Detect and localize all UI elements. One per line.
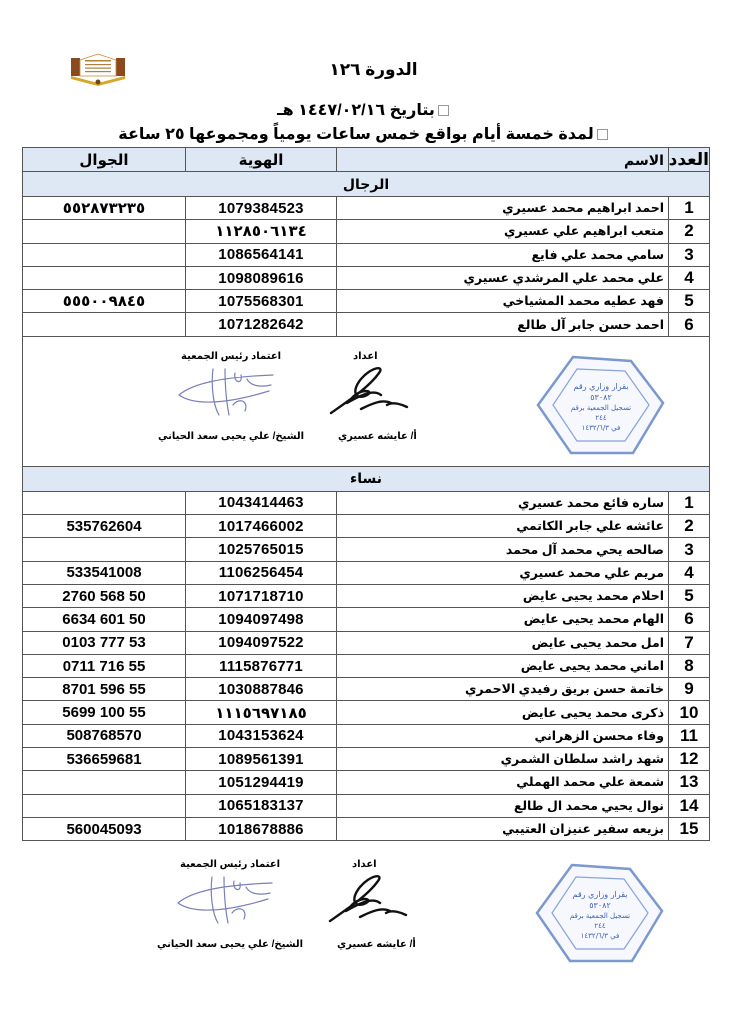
row-name: ذكرى محمد يحيى عايض: [337, 701, 669, 724]
row-mobile: 50 601 6634: [23, 608, 186, 631]
row-id: 1025765015: [186, 538, 337, 561]
table-row: [23, 266, 710, 289]
signature-prepared-icon: [320, 873, 410, 934]
row-number: 7: [669, 631, 710, 654]
row-name: صالحه يحي محمد آل محمد: [337, 538, 669, 561]
association-stamp: [533, 353, 668, 461]
row-number: 8: [669, 654, 710, 677]
approved-name-text: الشيخ/ علي يحيى سعد الحياني: [157, 939, 304, 950]
row-number: 3: [669, 538, 710, 561]
row-id: 1094097498: [186, 608, 337, 631]
table-row: [23, 515, 710, 538]
row-name: علي محمد علي المرشدي عسيري: [337, 266, 669, 289]
table-row: [23, 538, 710, 561]
prepared-name: [337, 939, 416, 950]
table-row: [23, 608, 710, 631]
row-mobile: [23, 313, 186, 336]
table-row: [23, 197, 710, 220]
row-number: 3: [669, 243, 710, 266]
table-row: [23, 817, 710, 840]
row-name: ساره فائع محمد عسيري: [337, 491, 669, 514]
table-row: [23, 561, 710, 584]
checkbox-icon: [597, 129, 608, 140]
row-mobile: [23, 771, 186, 794]
table-row: [23, 220, 710, 243]
row-mobile: 535762604: [23, 515, 186, 538]
stamp-text: ٢٤٤: [595, 413, 607, 422]
row-id: 1079384523: [186, 197, 337, 220]
row-mobile: [23, 794, 186, 817]
table-row: [23, 654, 710, 677]
row-name: شهد راشد سلطان الشمري: [337, 748, 669, 771]
row-mobile: 536659681: [23, 748, 186, 771]
table-row: [23, 701, 710, 724]
checkbox-icon: [438, 105, 449, 116]
row-mobile: 533541008: [23, 561, 186, 584]
row-name: احمد ابراهيم محمد عسيري: [337, 197, 669, 220]
approved-label-text: اعتماد رئيس الجمعية: [181, 350, 282, 362]
approved-label: [180, 859, 280, 870]
table-row: [23, 631, 710, 654]
row-mobile: ٥٥٥٠٠٩٨٤٥: [23, 290, 186, 313]
row-id: 1089561391: [186, 748, 337, 771]
table-row: [23, 584, 710, 607]
prepared-label: [353, 351, 378, 362]
attendees-table: [22, 147, 710, 841]
prepared-label-text: اعداد: [352, 859, 377, 870]
row-number: 1: [669, 491, 710, 514]
row-number: 15: [669, 817, 710, 840]
row-mobile: 508768570: [23, 724, 186, 747]
row-id: 1051294419: [186, 771, 337, 794]
section-women: [23, 466, 710, 491]
row-number: 2: [669, 220, 710, 243]
approved-name-text: الشيخ/ علي يحيى سعد الحياني: [158, 430, 305, 442]
row-id: ١١٢٨٥٠٦١٣٤: [186, 220, 337, 243]
col-header-name: الاسم: [337, 148, 669, 172]
row-id: 1071718710: [186, 584, 337, 607]
row-id: 1098089616: [186, 266, 337, 289]
row-name: بزيعه سفير عنيزان العتيبي: [337, 817, 669, 840]
table-row: [23, 771, 710, 794]
row-number: 5: [669, 290, 710, 313]
section-title-women: نساء: [23, 466, 710, 491]
signature-prepared-icon: [321, 365, 411, 424]
row-number: 6: [669, 608, 710, 631]
col-header-mobile: الجوال: [23, 148, 186, 172]
duration-line: [0, 124, 729, 144]
row-id: 1094097522: [186, 631, 337, 654]
row-mobile: [23, 491, 186, 514]
signature-approved-icon: [172, 873, 282, 934]
row-number: 11: [669, 724, 710, 747]
row-id: 1017466002: [186, 515, 337, 538]
row-name: الهام محمد يحيى عايض: [337, 608, 669, 631]
row-mobile: 55 596 8701: [23, 678, 186, 701]
row-name: شمعة علي محمد الهملي: [337, 771, 669, 794]
signature-cell: [23, 336, 710, 466]
row-number: 13: [669, 771, 710, 794]
association-stamp: [532, 861, 667, 971]
row-id: 1043414463: [186, 491, 337, 514]
row-name: اماني محمد يحيى عايض: [337, 654, 669, 677]
table-row: [23, 491, 710, 514]
row-number: 4: [669, 561, 710, 584]
row-number: 14: [669, 794, 710, 817]
row-id: 1030887846: [186, 678, 337, 701]
row-name: امل محمد يحيى عايض: [337, 631, 669, 654]
table-row: [23, 243, 710, 266]
row-mobile: [23, 266, 186, 289]
row-name: وفاء محسن الزهراني: [337, 724, 669, 747]
row-id: 1065183137: [186, 794, 337, 817]
row-mobile: [23, 538, 186, 561]
approved-label-text: اعتماد رئيس الجمعية: [180, 859, 281, 870]
row-number: 6: [669, 313, 710, 336]
row-number: 5: [669, 584, 710, 607]
table-header-row: [23, 148, 710, 172]
stamp-text: ٢٤٤: [594, 922, 606, 930]
row-mobile: 53 777 0103: [23, 631, 186, 654]
table-row: [23, 678, 710, 701]
row-mobile: 560045093: [23, 817, 186, 840]
table-row: [23, 313, 710, 336]
row-id: 1071282642: [186, 313, 337, 336]
row-name: خاتمة حسن بريق رفيدي الاحمري: [337, 678, 669, 701]
row-name: متعب ابراهيم علي عسيري: [337, 220, 669, 243]
row-name: فهد عطيه محمد المشياخي: [337, 290, 669, 313]
row-mobile: [23, 220, 186, 243]
row-name: نوال يحيي محمد ال طالع: [337, 794, 669, 817]
table-row: [23, 794, 710, 817]
duration-text: لمدة خمسة أيام بواقع خمس ساعات يومياً ومجموعها ٢٥ ساعة: [118, 126, 594, 143]
row-number: 2: [669, 515, 710, 538]
row-id: 1018678886: [186, 817, 337, 840]
row-number: 1: [669, 197, 710, 220]
date-text: بتاريخ ١٤٤٧/٠٢/١٦ هـ: [277, 102, 435, 119]
signature-row-men: [23, 336, 710, 466]
prepared-label-text: اعداد: [353, 350, 378, 362]
signature-approved-icon: [173, 365, 283, 424]
row-number: 12: [669, 748, 710, 771]
table-row: [23, 748, 710, 771]
row-name: مريم علي محمد عسيري: [337, 561, 669, 584]
row-name: احلام محمد يحيى عايض: [337, 584, 669, 607]
row-mobile: ٥٥٢٨٧٣٢٣٥: [23, 197, 186, 220]
stamp-text: ٥٣٠٨٢: [590, 392, 612, 402]
stamp-text: بقرار وزاري رقم: [572, 890, 628, 899]
section-title-men: الرجال: [23, 172, 710, 197]
stamp-text: تسجيل الجمعية برقم: [570, 403, 632, 412]
prepared-name-text: أ/ عايشه عسيري: [338, 430, 417, 442]
stamp-text: تسجيل الجمعية برقم: [569, 912, 631, 920]
row-id: 1115876771: [186, 654, 337, 677]
prepared-label: [352, 859, 377, 870]
approved-label: [181, 351, 281, 362]
table-row: [23, 724, 710, 747]
row-id: 1086564141: [186, 243, 337, 266]
stamp-text: في ١٤٣٢/٦/٣: [580, 932, 620, 940]
row-id: 1106256454: [186, 561, 337, 584]
prepared-name: [338, 431, 417, 442]
men-rows: [23, 197, 710, 337]
table-row: [23, 290, 710, 313]
row-number: 4: [669, 266, 710, 289]
stamp-text: في ١٤٣٢/٦/٣: [581, 423, 621, 432]
date-line: [0, 100, 729, 120]
course-title: الدورة ١٢٦: [329, 60, 418, 79]
row-mobile: 55 716 0711: [23, 654, 186, 677]
row-id: 1043153624: [186, 724, 337, 747]
col-header-id: الهوية: [186, 148, 337, 172]
prepared-name-text: أ/ عايشه عسيري: [337, 939, 416, 950]
row-name: احمد حسن جابر آل طالع: [337, 313, 669, 336]
stamp-text: ٥٣٠٨٢: [589, 901, 611, 910]
row-number: 9: [669, 678, 710, 701]
stamp-text: بقرار وزاري رقم: [573, 381, 629, 391]
approved-name: [157, 939, 303, 950]
row-number: 10: [669, 701, 710, 724]
row-mobile: 50 568 2760: [23, 584, 186, 607]
row-mobile: 55 100 5699: [23, 701, 186, 724]
row-mobile: [23, 243, 186, 266]
row-id: 1075568301: [186, 290, 337, 313]
signature-block-bottom: [22, 845, 707, 975]
women-rows: [23, 491, 710, 840]
row-id: ١١١٥٦٩٧١٨٥: [186, 701, 337, 724]
col-header-num: العدد: [669, 148, 710, 172]
row-name: سامي محمد علي فايع: [337, 243, 669, 266]
approved-name: [158, 431, 304, 442]
row-name: عائشه علي جابر الكاتمي: [337, 515, 669, 538]
section-men: [23, 172, 710, 197]
